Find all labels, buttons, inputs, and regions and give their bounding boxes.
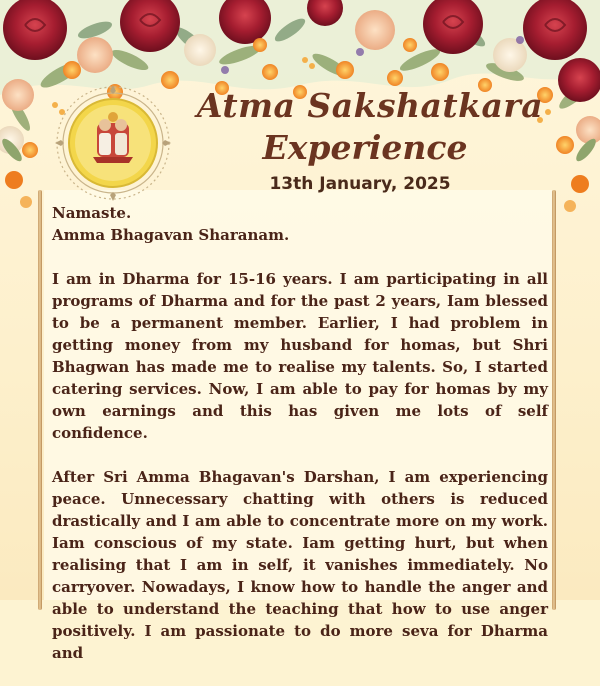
right-flower-cluster — [550, 110, 600, 220]
page-title-line-2: Experience — [262, 128, 468, 167]
page-title-line-1: Atma Sakshatkara — [196, 86, 544, 125]
greeting-text: Namaste. — [52, 204, 132, 222]
salutation-text: Amma Bhagavan Sharanam. — [52, 226, 290, 244]
right-border-bar — [552, 190, 556, 610]
left-flower-cluster — [0, 110, 50, 220]
letter-body — [52, 202, 548, 686]
left-border-bar — [38, 190, 42, 610]
date-label: 13th January, 2025 — [269, 174, 451, 194]
paragraph-2: After Sri Amma Bhagavan's Darshan, I am experiencing peace. Unnecessary chatting with others is reduced drastically and I am able to concentrate more on my work. Iam conscious of my state. Iam getting hurt, but when realising that I am in self, it vanishes immediately. No carryover. Nowadays, I know how to handle the anger and able to understand the teaching that how to use anger positively. I am passionate to do more seva for Dharma and — [52, 468, 548, 662]
paragraph-1: I am in Dharma for 15-16 years. I am participating in all programs of Dharma and for the past 2 years, Iam blessed to be a permanent member. Earlier, I had problem in getting money from my husband for homas, but Shri Bhagwan has made me to realise my talents. So, I started catering services. Now, I am able to pay for homas by my own earnings and this has given me lots of self confidence. — [52, 270, 548, 442]
deity-portrait-icon — [53, 83, 173, 203]
